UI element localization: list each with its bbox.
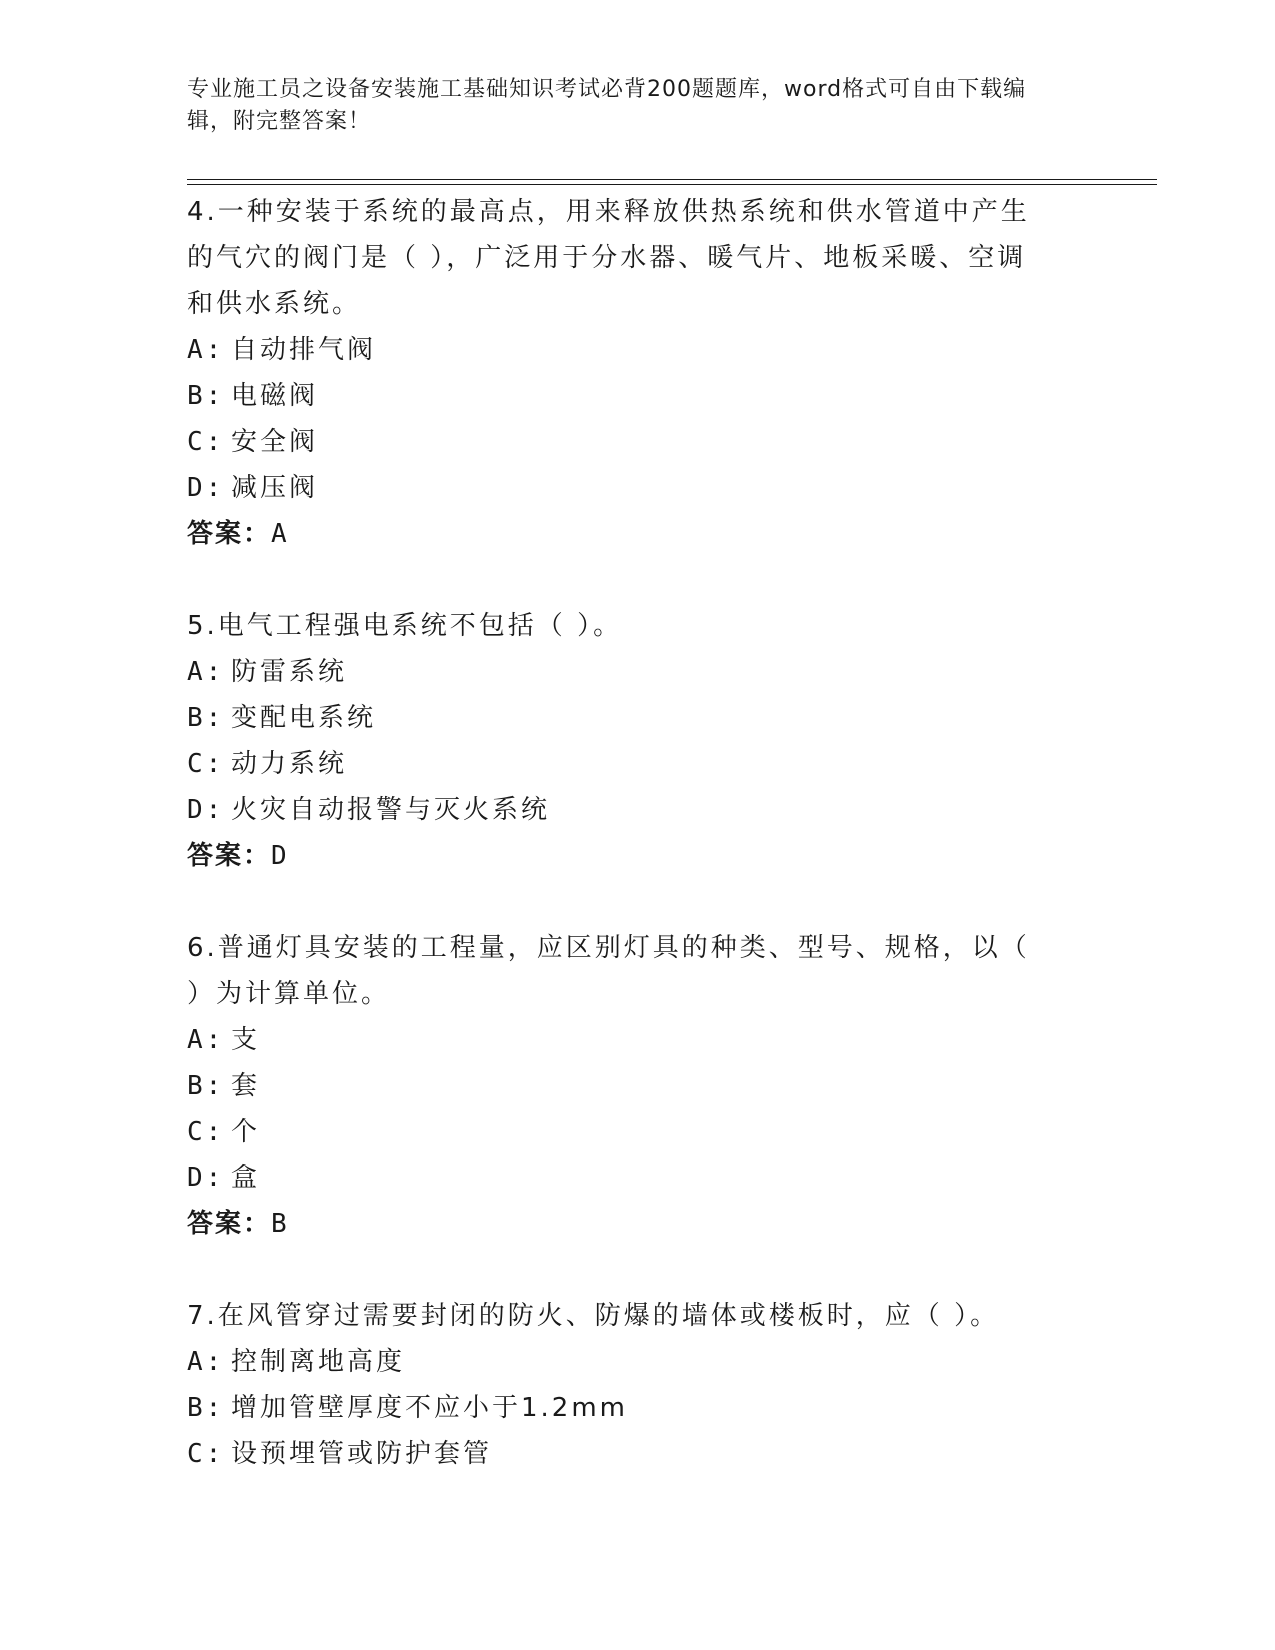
option-b (187, 1063, 1087, 1109)
option-text: 电磁阀 (231, 381, 319, 411)
option-b (187, 695, 1087, 741)
option-text: 变配电系统 (231, 703, 377, 733)
option-text: 控制离地高度 (231, 1347, 406, 1377)
option-letter: D: (187, 1163, 225, 1193)
option-letter: A: (187, 1025, 225, 1055)
option-letter: A: (187, 1347, 225, 1377)
answer-line (187, 833, 1087, 879)
header-divider-top (187, 179, 1157, 180)
option-letter: C: (187, 1439, 225, 1469)
answer-value: B (271, 1209, 289, 1239)
option-letter: C: (187, 427, 225, 457)
option-letter: A: (187, 657, 225, 687)
option-letter: A: (187, 335, 225, 365)
option-text: 盒 (231, 1163, 261, 1193)
question-item (187, 189, 1087, 557)
question-stem: 6.普通灯具安装的工程量，应区别灯具的种类、型号、规格，以（ ）为计算单位。 (187, 933, 1030, 1009)
option-text: 防雷系统 (231, 657, 348, 687)
option-letter: B: (187, 703, 225, 733)
document-header: 专业施工员之设备安装施工基础知识考试必背200题题库，word格式可自由下载编辑，附完整答案！ (187, 77, 1027, 134)
option-text: 减压阀 (231, 473, 319, 503)
question-stem: 4.一种安装于系统的最高点，用来释放供热系统和供水管道中产生的气穴的阀门是（ ），广泛用于分水器、暖气片、地板采暖、空调和供水系统。 (187, 197, 1030, 319)
option-d (187, 465, 1087, 511)
question-item (187, 925, 1087, 1247)
answer-value: D (271, 841, 289, 871)
option-letter: B: (187, 1393, 225, 1423)
question-stem: 5.电气工程强电系统不包括（ ）。 (187, 611, 623, 641)
option-text: 安全阀 (231, 427, 319, 457)
option-text: 增加管壁厚度不应小于1.2mm (231, 1393, 629, 1423)
answer-line (187, 511, 1087, 557)
question-item (187, 1293, 1087, 1477)
option-text: 自动排气阀 (231, 335, 377, 365)
option-letter: B: (187, 1071, 225, 1101)
option-text: 火灾自动报警与灭火系统 (231, 795, 551, 825)
header-divider-bottom (187, 184, 1157, 185)
option-d (187, 1155, 1087, 1201)
option-a (187, 649, 1087, 695)
option-a (187, 1017, 1087, 1063)
question-list (187, 189, 1087, 1523)
option-b (187, 373, 1087, 419)
option-c (187, 741, 1087, 787)
option-text: 套 (231, 1071, 261, 1101)
option-letter: B: (187, 381, 225, 411)
option-text: 支 (231, 1025, 261, 1055)
option-text: 个 (231, 1117, 261, 1147)
answer-label: 答案： (187, 519, 272, 549)
answer-label: 答案： (187, 1209, 272, 1239)
option-letter: D: (187, 795, 225, 825)
option-c (187, 1109, 1087, 1155)
answer-value: A (271, 519, 289, 549)
option-a (187, 327, 1087, 373)
option-c (187, 1431, 1087, 1477)
answer-line (187, 1201, 1087, 1247)
option-a (187, 1339, 1087, 1385)
question-item (187, 603, 1087, 879)
option-b (187, 1385, 1087, 1431)
option-letter: C: (187, 1117, 225, 1147)
option-text: 动力系统 (231, 749, 348, 779)
option-letter: D: (187, 473, 225, 503)
option-text: 设预埋管或防护套管 (231, 1439, 493, 1469)
option-d (187, 787, 1087, 833)
option-letter: C: (187, 749, 225, 779)
question-stem: 7.在风管穿过需要封闭的防火、防爆的墙体或楼板时，应（ ）。 (187, 1301, 1000, 1331)
option-c (187, 419, 1087, 465)
answer-label: 答案： (187, 841, 272, 871)
